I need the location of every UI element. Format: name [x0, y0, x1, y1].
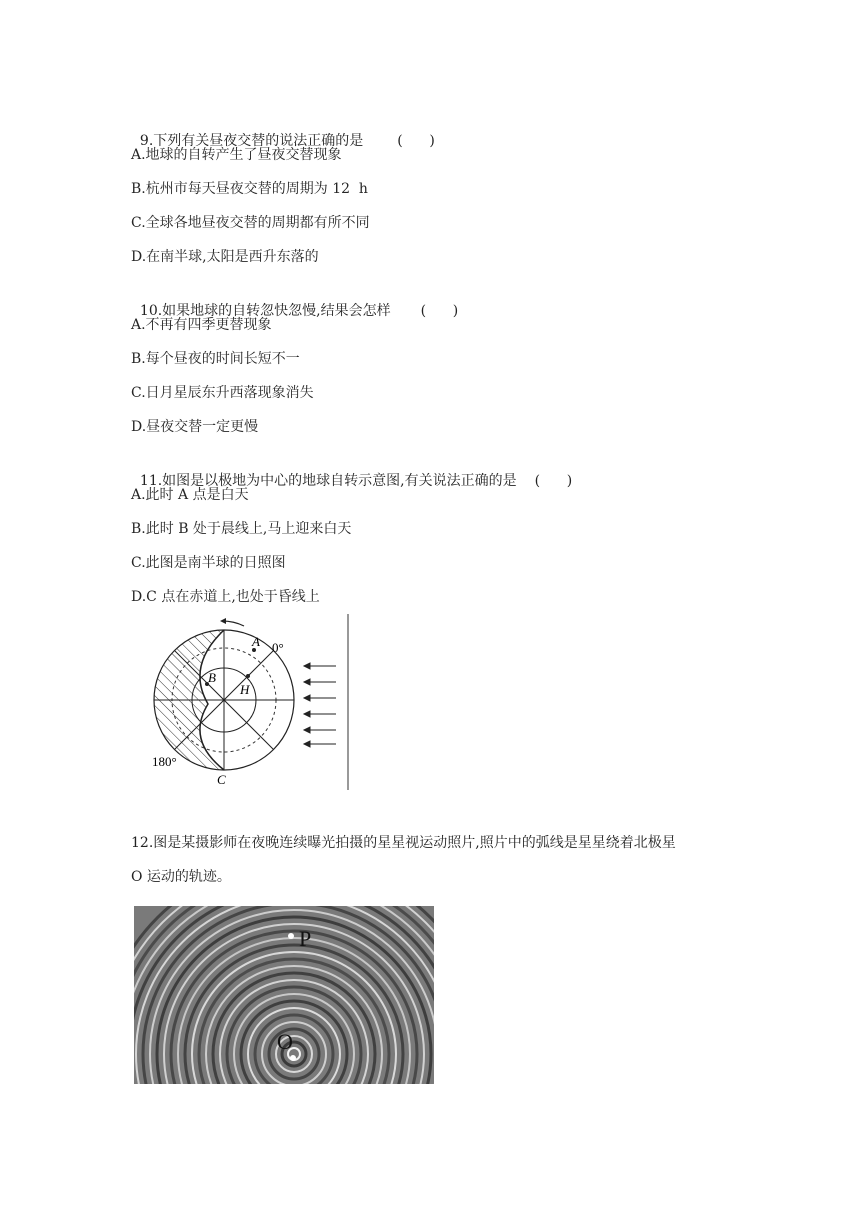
- label-180-degree: 180°: [152, 754, 177, 769]
- polaris-star: [290, 1055, 296, 1061]
- label-p: P: [299, 926, 312, 951]
- label-a: A: [252, 634, 260, 649]
- label-c: C: [217, 772, 226, 787]
- q11-option-a: A.此时 A 点是白天: [131, 487, 249, 503]
- sunlight-arrows: [304, 663, 336, 747]
- label-b: B: [208, 670, 216, 685]
- q11-option-b: B.此时 B 处于晨线上,马上迎来白天: [131, 521, 352, 537]
- label-0-degree: 0°: [272, 640, 284, 655]
- q10-option-c: C.日月星辰东升西落现象消失: [131, 385, 314, 401]
- q9-stem-text: 9.下列有关昼夜交替的说法正确的是: [139, 133, 364, 149]
- star-p: [288, 933, 294, 939]
- q12-stem-line2: O 运动的轨迹。: [131, 869, 231, 885]
- q9-option-c: C.全球各地昼夜交替的周期都有所不同: [131, 215, 370, 231]
- rotation-arrow-head: [220, 618, 226, 624]
- label-h: H: [240, 682, 250, 697]
- q11-answer-bracket: ( ): [534, 473, 573, 489]
- q12-stem-line1: 12.图是某摄影师在夜晚连续曝光拍摄的星星视运动照片,照片中的弧线是星星绕着北极星: [131, 835, 676, 851]
- q9-option-d: D.在南半球,太阳是西升东落的: [131, 249, 319, 265]
- star-trail-photo: [134, 906, 434, 1084]
- label-o: O: [277, 1029, 293, 1054]
- polar-rotation-diagram: [140, 612, 360, 792]
- q11-option-d: D.C 点在赤道上,也处于昏线上: [131, 589, 320, 605]
- q10-option-d: D.昼夜交替一定更慢: [131, 419, 259, 435]
- q11-stem-text: 11.如图是以极地为中心的地球自转示意图,有关说法正确的是: [139, 473, 517, 489]
- q10-stem-text: 10.如果地球的自转忽快忽慢,结果会怎样: [139, 303, 391, 319]
- q10-option-a: A.不再有四季更替现象: [131, 317, 272, 333]
- q9-answer-bracket: ( ): [397, 133, 435, 149]
- q9-option-b: B.杭州市每天昼夜交替的周期为 12 h: [131, 181, 368, 197]
- q9-option-a: A.地球的自转产生了昼夜交替现象: [131, 147, 342, 163]
- point-h: [246, 674, 250, 678]
- q10-option-b: B.每个昼夜的时间长短不一: [131, 351, 300, 367]
- q10-answer-bracket: ( ): [420, 303, 459, 319]
- q11-option-c: C.此图是南半球的日照图: [131, 555, 286, 571]
